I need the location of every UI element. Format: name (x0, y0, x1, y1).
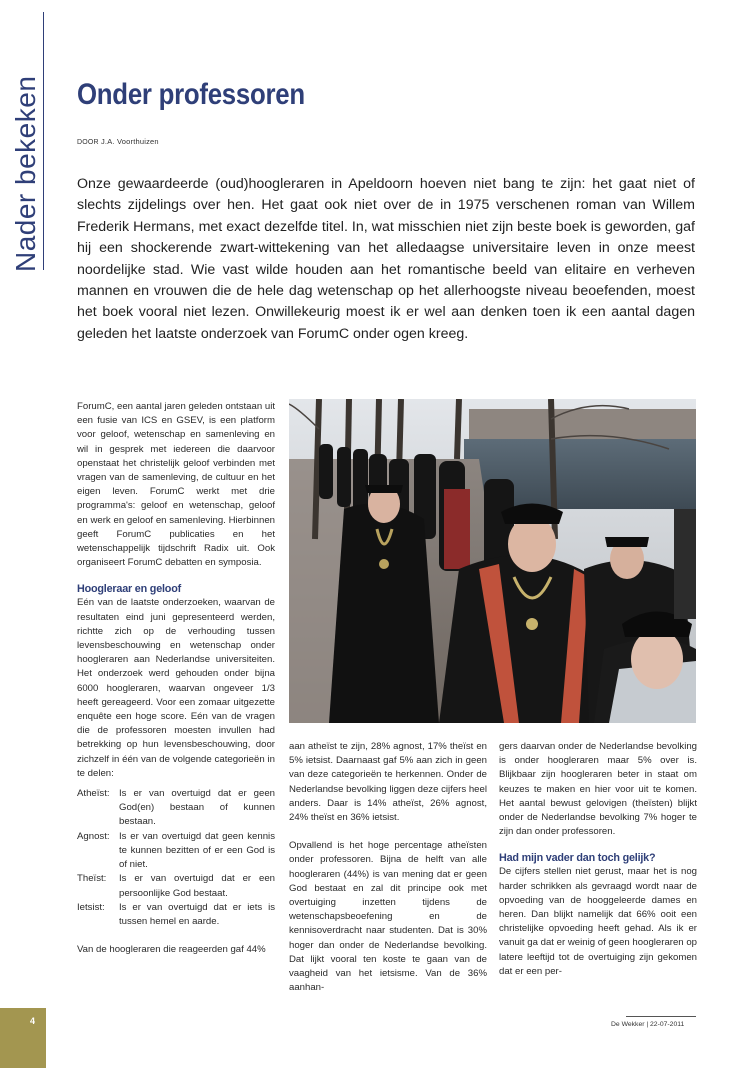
definition-item (77, 830, 275, 873)
definition-item (77, 787, 275, 830)
definition-term: Ietsist: (77, 901, 105, 913)
author-name: J.A. Voorthuizen (100, 137, 159, 146)
definition-list (77, 787, 275, 929)
byline (77, 137, 159, 146)
section-heading: Had mijn vader dan toch gelijk? (499, 852, 656, 865)
paragraph: Opvallend is het hoge percentage atheïsten onder professoren. Bijna de helft van alle hoogleraren (44%) is van mening dat er geen God bestaat en zal dit principe ook met overtuiging inzetten tijdens de wetenschapsbeoefening en de kennisoverdracht naar studenten. Dat is 30% hoger dan onder de Nederlandse bevolking. Dat lijkt vooral ten koste te gaan van de vaagheid van het ietsisme. Van de 36% aanhan- (289, 840, 487, 994)
paragraph: gers daarvan onder de Nederlandse bevolking is onder hoogleraren maar 5% over is. Blijkbaar zijn hoogleraren beter in staat om keuzes te maken en hier voor uit te komen. Het aantal bewust gelovigen (theïsten) blijkt onder de Nederlandse bevolking 7% hoger te zijn dan onder professoren. (499, 741, 697, 838)
definition-term: Agnost: (77, 830, 110, 842)
page-number-tab (0, 1008, 46, 1068)
paragraph: ForumC, een aantal jaren geleden ontstaan uit een fusie van ICS en GSEV, is een platform voor geloof, wetenschap en samenleving en wil in gesprek met iedereen die daarvoor openstaat het christelijk geloof verbinden met vragen van de samenleving, de cultuur en het eigen leven. ForumC werkt met drie programma's: geloof en wetenschap, geloof en werk en geloof en samenleving. Hierbinnen geeft ForumC publicaties en het wetenschappelijk tijdschrift Radix uit. Ook organiseert ForumC debatten en symposia. (77, 401, 275, 569)
definition-item (77, 901, 275, 929)
definition-term: Atheïst: (77, 788, 110, 800)
definition-term: Theïst: (77, 873, 107, 885)
column-2 (289, 740, 487, 995)
section-heading: Hoogleraar en geloof (77, 583, 181, 596)
paragraph: aan atheïst te zijn, 28% agnost, 17% theïst en 5% ietsist. Daarnaast gaf 5% aan zich in geen van deze categorieën te herkennen. Onder de Nederlandse bevolking liggen deze cijfers heel anders. Daar is 14% atheïst, 26% agnost, 24% theïst en 36% ietsist. (289, 741, 487, 824)
definition-description: Is er van overtuigd dat er geen God(en) bestaan of kunnen bestaan. (119, 788, 275, 828)
procession-photo (289, 399, 696, 723)
byline-prefix: DOOR (77, 139, 99, 146)
definition-description: Is er van overtuigd dat er een persoonlijke God bestaat. (119, 873, 275, 899)
definition-description: Is er van overtuigd dat er iets is tussen hemel en aarde. (119, 901, 275, 927)
column-3 (499, 740, 697, 979)
section-rule (43, 12, 44, 270)
definition-description: Is er van overtuigd dat geen kennis te kunnen bezitten of er een God is of niet. (119, 830, 275, 871)
footer-rule (626, 1016, 696, 1017)
page-number: 4 (30, 1016, 36, 1026)
paragraph: Eén van de laatste onderzoeken, waarvan de resultaten eind juni gepresenteerd werden, richtte zich op de verhouding tussen levensbeschouwing en wetenschap onder hoogleraren aan Nederlandse universiteiten. Het onderzoek werd gehouden onder bijna 6000 hoogleraren, waarvan ongeveer 1/3 heeft gereageerd. Voor een zomaar uitgezette enquête een hoge score. Eén van de vragen die de professoren moesten invullen had betrekking op hun levensbeschouwing, door zichzelf in één van de volgende categorieën in te delen: (77, 597, 275, 779)
definition-item (77, 872, 275, 900)
article-title: Onder professoren (77, 78, 305, 111)
paragraph: Van de hoogleraren die reageerden gaf 44% (77, 944, 266, 956)
section-label: Nader bekeken (10, 75, 41, 272)
intro-paragraph: Onze gewaardeerde (oud)hoogleraren in Apeldoorn hoeven niet bang te zijn: het gaat niet of slechts zijdelings over hen. Het gaat ook niet over de in 1975 verschenen roman van Willem Frederik Hermans, met exact dezelfde titel. In, wat misschien niet zijn beste boek is geworden, gaf hij een shockerende zwart-wittekening van het alledaagse universitaire leven in onze meest noordelijke stad. Wie vast wilde houden aan het romantische beeld van elitaire en verheven mannen en vrouwen die de hele dag wetenschap op het allerhoogste niveau beoefenden, moest het boek vooral niet lezen. Onwillekeurig moest ik er wel aan denken toen ik een aantal dagen geleden het laatste onderzoek van ForumC onder ogen kreeg. (77, 176, 695, 342)
paragraph: De cijfers stellen niet gerust, maar het is nog harder schrikken als gevraagd wordt naar de opvoeding van de hooggeleerde dames en heren. Dan blijkt namelijk dat 66% ooit een christelijke opvoeding heeft gehad. Als ik er vanuit ga dat er weinig of geen hoogleraren op latere leeftijd tot de overtuiging zijn gekomen dat er een per- (499, 866, 697, 977)
column-1 (77, 400, 275, 957)
publication-footer: De Wekker | 22-07-2011 (611, 1021, 685, 1028)
